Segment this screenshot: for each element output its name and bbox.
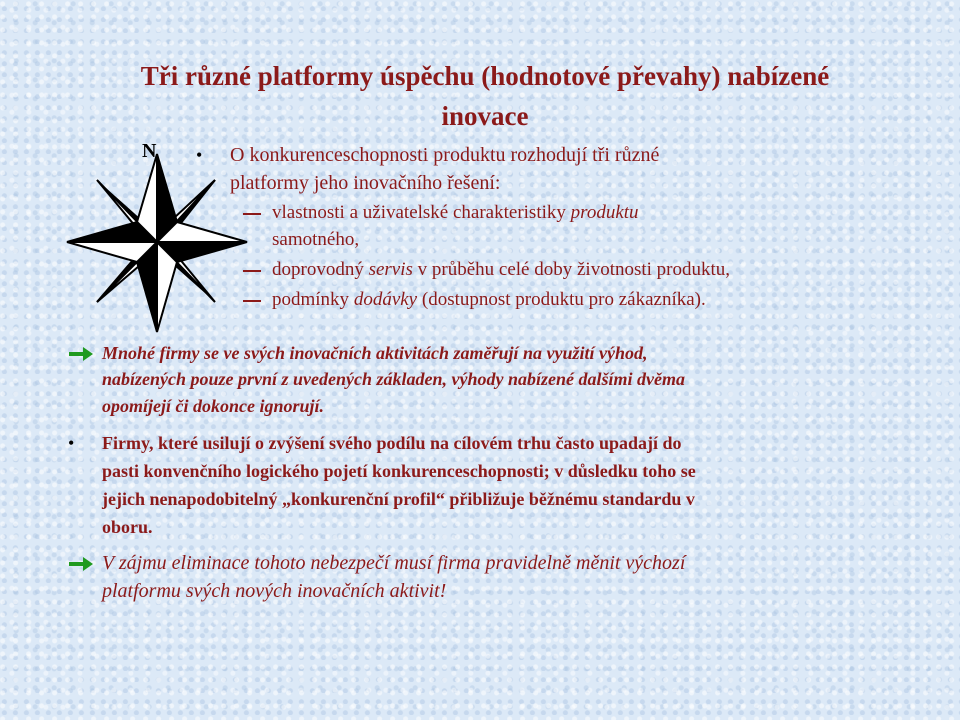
subitem-3-emphasis: dodávky bbox=[353, 289, 418, 310]
bullet2-line-1: Firmy, které usilují o zvýšení svého podílu na cílovém trhu často upadají do bbox=[102, 433, 682, 453]
dash-marker bbox=[243, 213, 261, 215]
dash-marker bbox=[243, 300, 261, 302]
subitem-3 bbox=[272, 285, 706, 315]
subitem-3-text: podmínky bbox=[272, 289, 354, 310]
dash-marker bbox=[243, 270, 261, 272]
bullet2-line-3: jejich nenapodobitelný „konkurenční profil“ přibližuje běžnému standardu v bbox=[102, 489, 695, 509]
bullet1-line-1: O konkurenceschopnosti produktu rozhodují tři různé bbox=[230, 144, 660, 166]
arrow1-line-2: nabízených pouze první z uvedených základen, výhody nabízené dalšími dvěma bbox=[102, 369, 685, 389]
slide-title-line-2: inovace bbox=[441, 101, 529, 131]
compass-north-label: N bbox=[142, 140, 157, 162]
bullet-dot: • bbox=[196, 145, 203, 165]
arrow-right-icon bbox=[68, 345, 94, 363]
slide-title-line-1: Tři různé platformy úspěchu (hodnotové převahy) nabízené bbox=[140, 61, 830, 91]
bullet-dot: • bbox=[68, 433, 75, 453]
bullet2-line-2: pasti konvenčního logického pojetí konkurenceschopnosti; v důsledku toho se bbox=[102, 461, 696, 481]
subitem-2 bbox=[272, 255, 730, 285]
subitem-1-emphasis: produktu bbox=[570, 202, 639, 223]
arrow2-line-1: V zájmu eliminace tohoto nebezpečí musí firma pravidelně měnit výchozí bbox=[102, 552, 686, 574]
subitem-2-text-end: v průběhu celé doby životnosti produktu, bbox=[412, 259, 731, 280]
arrow1-line-3: opomíjejí či dokonce ignorují. bbox=[102, 396, 325, 416]
subitem-2-emphasis: servis bbox=[368, 259, 413, 280]
subitem-1-text: vlastnosti a uživatelské charakteristiky bbox=[272, 202, 571, 223]
arrow2-line-2: platformu svých nových inovačních aktivit! bbox=[102, 580, 447, 602]
bullet2-line-4: oboru. bbox=[102, 517, 153, 537]
subitem-3-text-end: (dostupnost produktu pro zákazníka). bbox=[417, 289, 706, 310]
slide-title bbox=[70, 56, 900, 136]
subitem-1 bbox=[272, 198, 639, 228]
compass-rose-icon bbox=[60, 140, 250, 340]
arrow1-line-1: Mnohé firmy se ve svých inovačních aktivitách zaměřují na využití výhod, bbox=[102, 343, 648, 363]
bullet1-line-2: platformy jeho inovačního řešení: bbox=[230, 172, 501, 194]
subitem-1-cont: samotného, bbox=[272, 229, 360, 250]
subitem-2-text: doprovodný bbox=[272, 259, 369, 280]
arrow-right-icon bbox=[68, 555, 94, 573]
